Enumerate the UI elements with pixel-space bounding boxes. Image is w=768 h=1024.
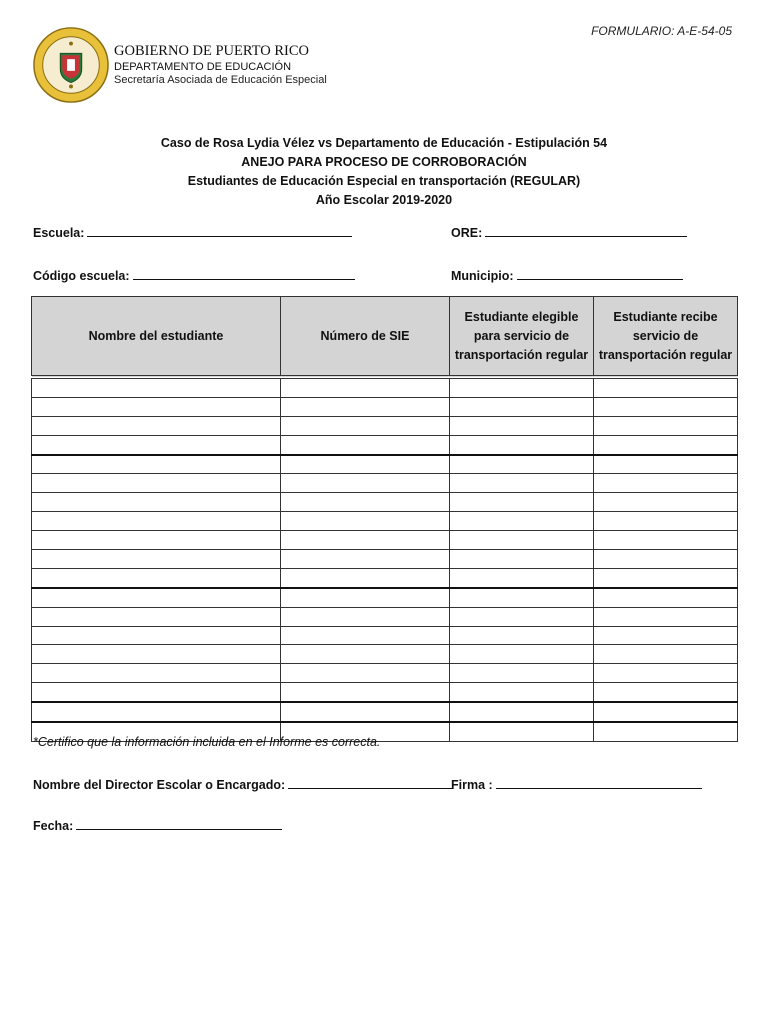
cell-eligible[interactable]: [450, 397, 594, 416]
table-row: [32, 645, 738, 664]
cell-student-name[interactable]: [32, 683, 281, 702]
cell-eligible[interactable]: [450, 377, 594, 397]
cell-eligible[interactable]: [450, 607, 594, 626]
table-row: [32, 568, 738, 587]
cell-sie-number[interactable]: [281, 550, 450, 569]
codigo-escuela-line[interactable]: [133, 267, 355, 280]
cell-receives[interactable]: [594, 722, 738, 741]
cell-student-name[interactable]: [32, 416, 281, 435]
table-row: [32, 588, 738, 607]
cell-receives[interactable]: [594, 416, 738, 435]
table-body: [32, 377, 738, 741]
cell-sie-number[interactable]: [281, 493, 450, 512]
cell-receives[interactable]: [594, 607, 738, 626]
director-label: Nombre del Director Escolar o Encargado:: [33, 778, 286, 792]
table-header-row: [32, 297, 738, 378]
certification-note: *Certifico que la información incluida en el Informe es correcta.: [33, 735, 381, 749]
cell-student-name[interactable]: [32, 474, 281, 493]
table-row: [32, 435, 738, 454]
table-row: [32, 531, 738, 550]
table-row: [32, 664, 738, 683]
cell-student-name[interactable]: [32, 435, 281, 454]
cell-student-name[interactable]: [32, 702, 281, 722]
table-row: [32, 512, 738, 531]
codigo-escuela-label: Código escuela:: [33, 269, 130, 283]
cell-receives[interactable]: [594, 626, 738, 645]
table-row: [32, 626, 738, 645]
cell-eligible[interactable]: [450, 568, 594, 587]
firma-label: Firma :: [451, 778, 493, 792]
cell-student-name[interactable]: [32, 664, 281, 683]
cell-sie-number[interactable]: [281, 702, 450, 722]
title-year: Año Escolar 2019-2020: [315, 193, 453, 207]
cell-sie-number[interactable]: [281, 474, 450, 493]
director-line[interactable]: [288, 776, 452, 789]
table-row: [32, 397, 738, 416]
government-name: GOBIERNO DE PUERTO RICO: [114, 43, 310, 60]
students-table: [31, 296, 738, 742]
cell-eligible[interactable]: [450, 588, 594, 607]
cell-sie-number[interactable]: [281, 512, 450, 531]
puerto-rico-seal-icon: [32, 26, 110, 104]
table-row: [32, 683, 738, 702]
fecha-label: Fecha:: [33, 819, 74, 833]
cell-receives[interactable]: [594, 645, 738, 664]
cell-eligible[interactable]: [450, 512, 594, 531]
cell-student-name[interactable]: [32, 645, 281, 664]
cell-sie-number[interactable]: [281, 626, 450, 645]
fecha-line[interactable]: [76, 817, 282, 830]
cell-receives[interactable]: [594, 702, 738, 722]
cell-receives[interactable]: [594, 474, 738, 493]
document-titles: [0, 134, 768, 210]
cell-sie-number[interactable]: [281, 531, 450, 550]
table-row: [32, 377, 738, 397]
cell-student-name[interactable]: [32, 607, 281, 626]
cell-receives[interactable]: [594, 683, 738, 702]
form-code: FORMULARIO: A-E-54-05: [591, 24, 732, 38]
cell-receives[interactable]: [594, 397, 738, 416]
table-row: [32, 474, 738, 493]
title-case: Caso de Rosa Lydia Vélez vs Departamento de Educación - Estipulación 54: [160, 136, 608, 150]
table-row: [32, 607, 738, 626]
cell-student-name[interactable]: [32, 493, 281, 512]
cell-receives[interactable]: [594, 588, 738, 607]
letterhead: [32, 26, 327, 104]
cell-student-name[interactable]: [32, 588, 281, 607]
cell-sie-number[interactable]: [281, 568, 450, 587]
cell-student-name[interactable]: [32, 397, 281, 416]
municipio-label: Municipio:: [451, 269, 514, 283]
firma-line[interactable]: [496, 776, 702, 789]
cell-receives[interactable]: [594, 455, 738, 474]
cell-eligible[interactable]: [450, 664, 594, 683]
escuela-label: Escuela:: [33, 226, 85, 240]
cell-sie-number[interactable]: [281, 377, 450, 397]
table-row: [32, 702, 738, 722]
table-row: [32, 416, 738, 435]
cell-sie-number[interactable]: [281, 588, 450, 607]
cell-receives[interactable]: [594, 512, 738, 531]
cell-sie-number[interactable]: [281, 416, 450, 435]
department-name: DEPARTAMENTO DE EDUCACIÓN: [114, 60, 292, 73]
secretariat-name: Secretaría Asociada de Educación Especial: [114, 73, 327, 86]
cell-student-name[interactable]: [32, 377, 281, 397]
cell-eligible[interactable]: [450, 550, 594, 569]
municipio-line[interactable]: [517, 267, 683, 280]
cell-eligible[interactable]: [450, 455, 594, 474]
cell-eligible[interactable]: [450, 683, 594, 702]
cell-eligible[interactable]: [450, 626, 594, 645]
table-row: [32, 493, 738, 512]
ore-line[interactable]: [485, 224, 687, 237]
cell-sie-number[interactable]: [281, 455, 450, 474]
cell-receives[interactable]: [594, 664, 738, 683]
cell-student-name[interactable]: [32, 568, 281, 587]
cell-student-name[interactable]: [32, 550, 281, 569]
cell-sie-number[interactable]: [281, 397, 450, 416]
cell-sie-number[interactable]: [281, 664, 450, 683]
cell-student-name[interactable]: [32, 531, 281, 550]
cell-eligible[interactable]: [450, 474, 594, 493]
header-sie-number: Número de SIE: [281, 297, 450, 378]
cell-sie-number[interactable]: [281, 607, 450, 626]
cell-receives[interactable]: [594, 568, 738, 587]
escuela-line[interactable]: [87, 224, 352, 237]
cell-eligible[interactable]: [450, 416, 594, 435]
cell-eligible[interactable]: [450, 493, 594, 512]
cell-eligible[interactable]: [450, 722, 594, 741]
ore-label: ORE:: [451, 226, 483, 240]
cell-student-name[interactable]: [32, 626, 281, 645]
cell-sie-number[interactable]: [281, 645, 450, 664]
cell-receives[interactable]: [594, 377, 738, 397]
cell-eligible[interactable]: [450, 645, 594, 664]
cell-student-name[interactable]: [32, 512, 281, 531]
title-students: Estudiantes de Educación Especial en transportación (REGULAR): [187, 174, 581, 188]
cell-student-name[interactable]: [32, 455, 281, 474]
header-receives: Estudiante recibe servicio de transportación regular: [594, 297, 738, 378]
table-row: [32, 455, 738, 474]
cell-eligible[interactable]: [450, 531, 594, 550]
cell-sie-number[interactable]: [281, 435, 450, 454]
table-row: [32, 550, 738, 569]
title-annex: ANEJO PARA PROCESO DE CORROBORACIÓN: [241, 155, 527, 169]
header-student-name: Nombre del estudiante: [32, 297, 281, 378]
cell-eligible[interactable]: [450, 435, 594, 454]
cell-receives[interactable]: [594, 531, 738, 550]
cell-receives[interactable]: [594, 435, 738, 454]
header-eligible: Estudiante elegible para servicio de transportación regular: [450, 297, 594, 378]
cell-sie-number[interactable]: [281, 683, 450, 702]
cell-eligible[interactable]: [450, 702, 594, 722]
cell-receives[interactable]: [594, 493, 738, 512]
cell-receives[interactable]: [594, 550, 738, 569]
